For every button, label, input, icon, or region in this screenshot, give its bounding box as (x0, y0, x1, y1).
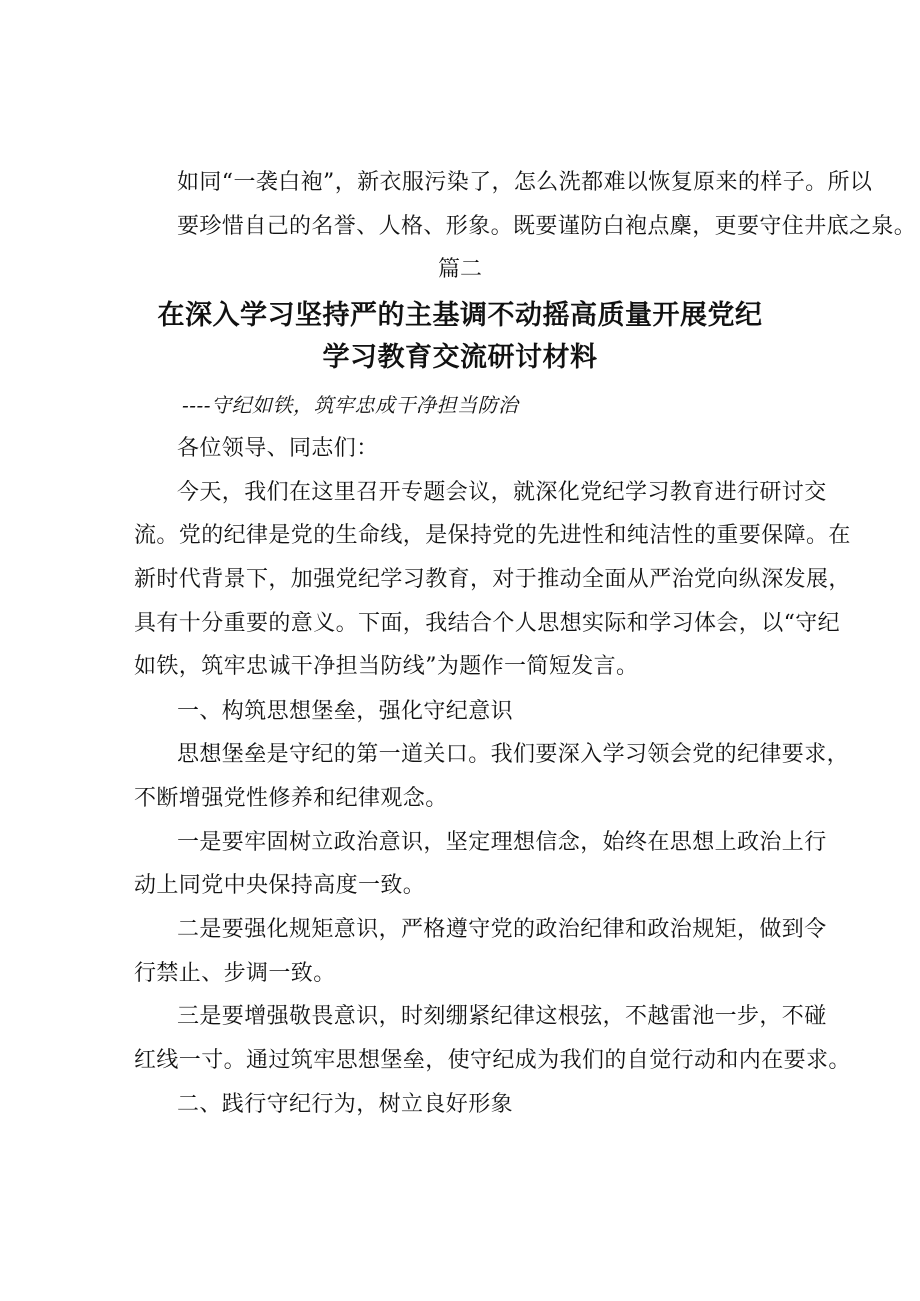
paragraph-line: 要珍惜自己的名誉、人格、形象。既要谨防白袍点麇，更要守住井底之泉。 (177, 214, 917, 239)
paragraph-line: 如同“一袭白袍”，新衣服污染了，怎么洗都难以恢复原来的样子。所以 (177, 170, 873, 195)
document-subtitle: ----守纪如铁，筑牢忠成干净担当防治 (182, 393, 519, 417)
paragraph-line: 思想堡垒是守纪的第一道关口。我们要深入学习领会党的纪律要求， (177, 742, 850, 767)
salutation: 各位领导、同志们： (177, 436, 379, 461)
paragraph-line: 如铁，筑牢忠诚干净担当防线”为题作一简短发言。 (134, 654, 639, 679)
paragraph-line: 今天，我们在这里召开专题会议，就深化党纪学习教育进行研讨交 (177, 480, 827, 505)
paragraph-line: 行禁止、步调一致。 (134, 961, 336, 986)
section-heading: 二、践行守纪行为，树立良好形象 (177, 1092, 514, 1117)
document-title-line: 在深入学习坚持严的主基调不动摇高质量开展党纪 (157, 300, 763, 331)
paragraph-line: 红线一寸。通过筑牢思想堡垒，使守纪成为我们的自觉行动和内在要求。 (134, 1048, 851, 1073)
paragraph-line: 流。党的纪律是党的生命线，是保持党的先进性和纯洁性的重要保障。在 (134, 523, 851, 548)
paragraph-line: 三是要增强敬畏意识，时刻绷紧纪律这根弦，不越雷池一步，不碰 (177, 1004, 827, 1029)
paragraph-line: 动上同党中央保持高度一致。 (134, 873, 426, 898)
paragraph-line: 不断增强党性修养和纪律观念。 (134, 786, 448, 811)
paragraph-line: 一是要牢固树立政治意识，坚定理想信念，始终在思想上政治上行 (177, 830, 827, 855)
paragraph-line: 二是要强化规矩意识，严格遵守党的政治纪律和政治规矩，做到令 (177, 917, 827, 942)
section-label: 篇二 (437, 257, 482, 282)
document-title-line: 学习教育交流研讨材料 (322, 342, 598, 373)
section-heading: 一、构筑思想堡垒，强化守纪意识 (177, 699, 514, 724)
paragraph-line: 具有十分重要的意义。下面，我结合个人思想实际和学习体会，以“守纪 (134, 611, 841, 636)
paragraph-line: 新时代背景下，加强党纪学习教育，对于推动全面从严治党向纵深发展， (134, 567, 851, 592)
